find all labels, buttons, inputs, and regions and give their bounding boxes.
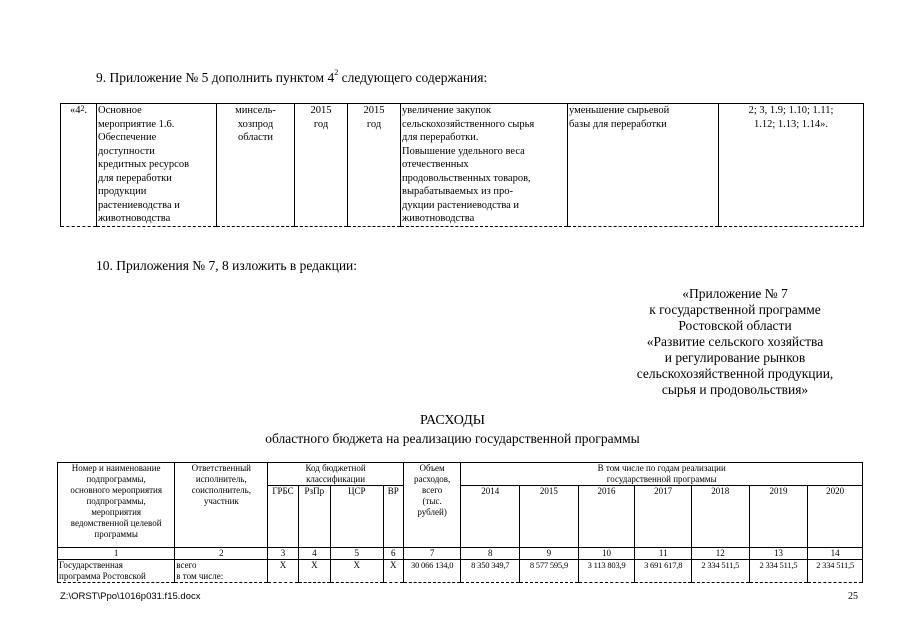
year-amount-cell: 3 691 617,8 <box>635 560 692 583</box>
cell-line: базы для переработки <box>569 118 667 130</box>
header-year: 2016 <box>578 486 635 548</box>
year-amount-cell: 8 577 595,9 <box>520 560 579 583</box>
column-number: 12 <box>691 548 749 560</box>
header-rzpr: РзПр <box>298 486 330 548</box>
cell-line: отечественных <box>402 159 469 170</box>
item-9-text: 9. Приложение № 5 дополнить пунктом 4 <box>96 70 335 85</box>
item-9-paragraph <box>96 70 487 86</box>
appendix-line: сырья и продовольствия» <box>661 382 809 397</box>
header-year: 2015 <box>520 486 579 548</box>
expected-result-cell <box>401 104 568 227</box>
cell-line: доступности <box>98 145 155 157</box>
row-number: «4 <box>69 105 81 116</box>
appendix-line: к государственной программе <box>649 302 821 317</box>
appendix-line: сельскохозяйственной продукции, <box>636 366 834 381</box>
row-number-superscript: 2 <box>80 104 85 113</box>
cell-line: 1.12; 1.13; 1.14». <box>753 118 829 130</box>
program-executor-cell: всего в том числе: <box>175 560 268 583</box>
footer-file-path: Z:\ORST\Ppo\1016p031.f15.docx <box>60 591 201 602</box>
header-year: 2019 <box>749 486 808 548</box>
indicator-link-cell <box>719 104 864 227</box>
column-number: 13 <box>749 548 808 560</box>
measure-name-cell <box>97 104 217 227</box>
cell-line: минсель- <box>235 105 276 116</box>
year-amount-cell: 3 113 803,9 <box>578 560 635 583</box>
cell-line: год <box>313 118 329 130</box>
cell-line: увеличение закупок <box>402 105 492 116</box>
cell-line: сельскохозяйственного сырья <box>402 118 535 130</box>
column-number: 3 <box>268 548 298 560</box>
table-row <box>61 104 864 227</box>
header-year: 2017 <box>635 486 692 548</box>
year-amount-cell: 2 334 511,5 <box>691 560 749 583</box>
expenses-table <box>57 462 863 583</box>
header-years-group: В том числе по годам реализации государственной программы <box>461 463 863 486</box>
cell-line: уменьшение сырьевой <box>569 105 670 116</box>
column-number: 14 <box>808 548 863 560</box>
header-executor: Ответственный исполнитель, соисполнитель, участник <box>175 463 268 548</box>
column-number-row <box>58 548 863 560</box>
header-name: Номер и наименование подпрограммы, основного мероприятия подпрограммы, мероприятия ведомственной целевой программы <box>58 463 175 548</box>
table-row <box>58 560 863 583</box>
vr-cell: Х <box>383 560 403 583</box>
grbs-cell: Х <box>268 560 298 583</box>
cell-line: Повышение удельного веса <box>402 145 525 157</box>
document-title: РАСХОДЫ <box>420 413 485 428</box>
cell-line: животноводства <box>402 213 475 224</box>
cell-line: мероприятие 1.6. <box>98 118 175 130</box>
header-year: 2020 <box>808 486 863 548</box>
header-year: 2014 <box>461 486 520 548</box>
item-10-paragraph: 10. Приложения № 7, 8 изложить в редакции: <box>96 258 358 273</box>
csr-cell: Х <box>331 560 384 583</box>
column-number: 10 <box>578 548 635 560</box>
appendix-line: Ростовской области <box>678 318 792 333</box>
year-amount-cell: 2 334 511,5 <box>808 560 863 583</box>
cell-line: кредитных ресурсов <box>98 159 190 170</box>
cell-line: 2015 <box>363 105 385 116</box>
header-code-group: Код бюджетной классификации <box>268 463 403 486</box>
year-amount-cell: 8 350 349,7 <box>461 560 520 583</box>
cell-line: растениеводства и <box>98 199 180 211</box>
column-number: 11 <box>635 548 692 560</box>
header-year: 2018 <box>691 486 749 548</box>
column-number: 2 <box>175 548 268 560</box>
row-number-cell <box>61 104 97 227</box>
total-cell: 30 066 134,0 <box>403 560 461 583</box>
header-volume: Объем расходов, всего (тыс. рублей) <box>403 463 461 548</box>
rzpr-cell: Х <box>298 560 330 583</box>
cell-line: для переработки. <box>402 132 479 143</box>
end-year-cell <box>348 104 401 227</box>
year-amount-cell: 2 334 511,5 <box>749 560 808 583</box>
column-number: 6 <box>383 548 403 560</box>
cell-line: хозпрод <box>237 118 274 130</box>
start-year-cell <box>295 104 348 227</box>
row-number-dot: . <box>84 105 88 116</box>
column-number: 5 <box>331 548 384 560</box>
measures-table <box>60 103 864 227</box>
column-number: 8 <box>461 548 520 560</box>
cell-line: Основное <box>98 105 142 116</box>
cell-line: 2015 <box>310 105 332 116</box>
cell-line: области <box>237 132 274 143</box>
header-vr: ВР <box>383 486 403 548</box>
column-number: 1 <box>58 548 175 560</box>
cell-line: 2; 3, 1.9; 1.10; 1.11; <box>748 105 834 116</box>
appendix-line: и регулирование рынков <box>664 350 806 365</box>
header-row <box>58 463 863 486</box>
cell-line: вырабатываемых из про- <box>402 186 514 197</box>
header-grbs: ГРБС <box>268 486 298 548</box>
cell-line: животноводства <box>98 213 171 224</box>
header-csr: ЦСР <box>331 486 384 548</box>
cell-line: год <box>366 118 382 130</box>
appendix-line: «Приложение № 7 <box>682 286 788 301</box>
program-name-cell: Государственная программа Ростовской <box>58 560 175 583</box>
appendix-heading <box>560 286 905 398</box>
item-9-text-end: следующего содержания: <box>338 70 488 85</box>
column-number: 7 <box>403 548 461 560</box>
column-number: 4 <box>298 548 330 560</box>
cell-line: Обеспечение <box>98 132 157 143</box>
appendix-line: «Развитие сельского хозяйства <box>646 334 824 349</box>
cell-line: продовольственных товаров, <box>402 172 531 184</box>
item-9-superscript: 2 <box>334 68 339 77</box>
document-subtitle: областного бюджета на реализацию государственной программы <box>265 431 640 446</box>
executor-cell <box>217 104 295 227</box>
footer-page-number: 25 <box>848 591 858 602</box>
column-number: 9 <box>520 548 579 560</box>
cell-line: для переработки <box>98 172 172 184</box>
cell-line: продукции <box>98 186 147 197</box>
cell-line: дукции растениеводства и <box>402 199 520 211</box>
consequence-cell <box>568 104 719 227</box>
